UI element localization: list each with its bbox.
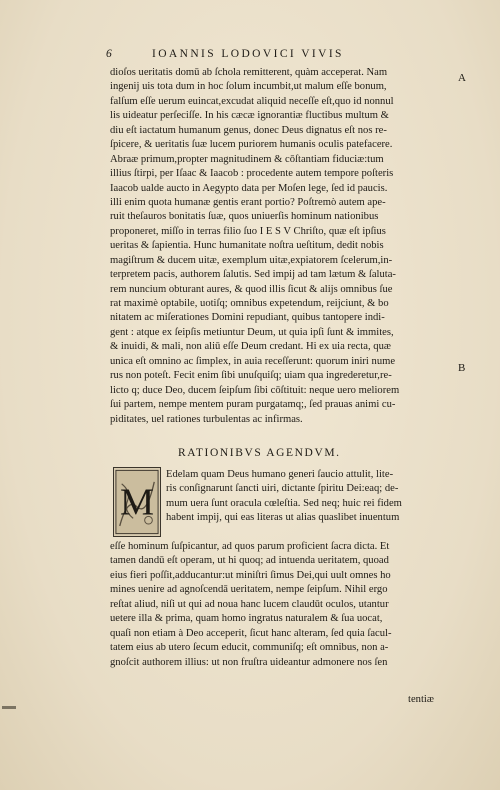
text-line: Iaacob ualde aucto in Aegypto data per Moſen lege, ſed id paucis. [110,182,388,194]
text-line: ruit theſauros bonitatis ſuæ, quos uniuerſis hominum nationibus [110,211,379,223]
text-line: unica eſt omnino ac ſimplex, in auia receſſerunt: quorum iniri nume [110,355,396,367]
text-line: gnoſcit authorem illius: ut non fruſtra uideantur admonere nos ſen [110,656,388,668]
text-line: rus non poteſt. Fecit enim ſibi unuſquiſq; uiam qua ingrederetur,re- [110,370,392,382]
text-line: piditates, uel rationes turbulentas ac infirmas. [110,413,303,425]
dropcap-initial [113,467,161,537]
text-line: rat maximè optabile, uotiſq; omnibus expetendum, reijciunt, & bo [110,298,389,309]
running-head: IOANNIS LODOVICI VIVIS [152,48,344,60]
text-line: terpretem pacis, authorem ſalutis. Sed impij ad tam lætum & ſaluta- [110,269,396,281]
text-line: mines uenire ad agnoſcendā ueritatem, nempe ſeipſum. Nihil ergo [110,584,388,596]
margin-note-a: A [458,72,466,84]
page-mark [2,706,16,709]
text-line: & inuidi, & mali, non aliū eſſe Deum credant. Hi ex uia recta, quæ [110,341,391,353]
page-number: 6 [106,48,112,60]
text-line: gent : atque ex ſeipſis metiuntur Deum, ut quia ipſi ſunt & immites, [110,326,394,338]
text-line: quaſi non etiam à Deo acceperit, ſicut hanc alteram, ſed quia ſacul- [110,627,392,639]
text-line: reſtat aliud, niſi ut qui ad noua hanc lucem claudūt oculos, utantur [110,598,389,610]
text-line: lis uideatur perſeciſſe. In his cæcæ ignorantiæ fluctibus multum & [110,110,389,122]
margin-note-b: B [458,362,466,374]
page-header [106,48,456,64]
text-line: habent impij, qui eas literas ut alias quaslibet inuentum [166,512,400,524]
text-line: dioſos ueritatis domū ab ſchola remitterent, quàm acceperat. Nam [110,67,388,78]
text-line: rem nuncium obturant aures, & quod illis ſicut & alijs omnibus ſue [110,283,393,295]
text-line: Edelam quam Deus humano generi ſaucio attulit, lite- [166,469,394,480]
text-line: illius ſtirpi, per Iſaac & Iaacob : procedente autem tempore poſteris [110,168,394,180]
text-line: tamen dandū eſt operam, ut hi quoq; ad intuenda ueritatem, quoad [110,555,389,567]
section-2-indented-text [166,468,458,526]
text-line: illi enim quota humanæ gentis erant portio? Poſtremò autem ape- [110,196,386,208]
section-1-text [110,66,456,427]
dropcap-ornament-icon [114,468,160,536]
text-line: eſſe hominum ſuſpicantur, ad quos parum proficient ſacra dicta. Et [110,541,390,552]
dropcap-letter: M [119,481,155,524]
text-line: mum uera ſunt oracula cœleſtia. Sed neq; huic rei fidem [166,497,402,509]
section-2-text [110,540,460,670]
text-line: proponeret, miſſo in terras filio ſuo I E S V Chriſto, quæ eſt ipſius [110,225,386,237]
text-line: ingenij uis tota dum in hoc ſolum incumbit,ut malum eſſe bonum, [110,81,387,93]
text-line: licto q; duce Deo, ducem ſeipſum ſibi cōſtituit: neque uero meliorem [110,384,400,396]
text-line: ris conſignarunt ſancti uiri, dictante ſpiritu Dei:eaq; de- [166,483,399,495]
text-line: uetere illa & prima, quam homo ingratus naturalem & ſua uocat, [110,613,383,625]
catchword: tentiæ [408,694,434,705]
text-line: ueritas & ſapientia. Hunc humanitate noſtra ueſtitum, dedit nobis [110,240,384,252]
text-line: magiſtrum & ducem uitæ, exemplum uitæ,expiatorem ſcelerum,in- [110,254,393,266]
text-line: ſui partem, nempe mentem puram purgatamq;, ſed prauas animi cu- [110,399,396,411]
text-line: tatem eius ab utero ſecum educit, communiſq; eſt omnibus, non a- [110,642,389,654]
text-line: eius fieri poſſit,adducantur:ut miniſtri ſimus Dei,qui uult omnes ho [110,569,391,581]
text-line: diu eſt iactatum humanum genus, donec Deus dignatus eſt nos re- [110,124,387,136]
text-line: nitatem ac miſerationes Domini repudiant, quibus tantopere indi- [110,312,385,324]
text-line: falſum eſſe uerum euincat,excudat aliquid neceſſe eſt,quo id nonnul [110,95,394,107]
text-line: ſpicere, & ueritatis ſuæ lucem puriorem humanis oculis patefacere. [110,139,393,151]
section-heading: RATIONIBVS AGENDVM. [178,447,341,459]
text-line: Abraæ primum,propter magnitudinem & cōſtantiam fiduciæ:tum [110,153,384,165]
